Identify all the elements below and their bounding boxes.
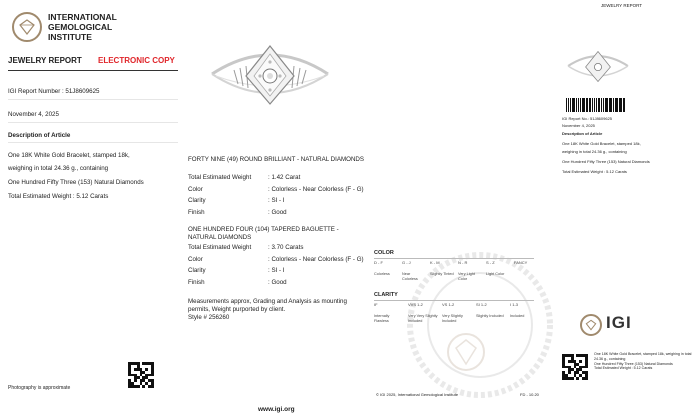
scale-code: SI 1-2 <box>476 302 487 307</box>
igi-seal-logo <box>12 12 42 42</box>
description-heading: Description of Article <box>8 132 71 139</box>
scale-code: G - J <box>402 260 411 265</box>
scale-label: Slightly Tinted <box>430 272 454 276</box>
measurement-line: permits, Weight purported by client. <box>188 305 286 313</box>
right-bottom-line: One Hundred Fifty Three (153) Natural Diamonds <box>594 361 673 366</box>
barcode-bar <box>603 98 604 112</box>
scale-label: Very Very Slightly Included <box>408 314 438 323</box>
scale-label: Included <box>510 314 525 318</box>
scale-code: S - Z <box>486 260 495 265</box>
qr-code[interactable] <box>128 362 154 388</box>
barcode-bar <box>590 98 591 112</box>
spec-value: : Colorless - Near Colorless (F - G) <box>268 255 364 263</box>
right-bottom-line: Total Estimated Weight : 5.12 Carats <box>594 366 653 371</box>
spec-label: Color <box>188 185 203 193</box>
qr-module <box>151 385 154 388</box>
measurement-line: Measurements approx, Grading and Analysis as mounting <box>188 298 347 305</box>
scale-label: Very Slightly Included <box>442 314 463 323</box>
barcode-bar <box>583 98 584 112</box>
right-bottom-description <box>594 352 700 371</box>
clarity-heading: CLARITY <box>374 292 398 298</box>
spec-label: Finish <box>188 208 205 216</box>
spec-value: : 3.70 Carats <box>268 244 304 251</box>
barcode-bar <box>592 98 593 112</box>
barcode-bar <box>609 98 610 112</box>
igi-logo-text: IGI <box>606 313 632 332</box>
barcode-bar <box>596 98 597 112</box>
description-line: One 18K White Gold Bracelet, stamped 18k, <box>8 152 130 159</box>
spec-value: : Colorless - Near Colorless (F - G) <box>268 185 364 193</box>
institute-name <box>48 12 117 42</box>
copy-type: ELECTRONIC COPY <box>98 56 175 65</box>
barcode-bar <box>594 98 595 112</box>
website-link[interactable]: www.igi.org <box>258 406 295 413</box>
report-type: JEWELRY REPORT <box>8 56 82 65</box>
barcode-bar <box>576 98 577 112</box>
description-line: weighing in total 24.36 g., containing <box>8 165 109 172</box>
qr-module <box>585 377 588 380</box>
scale-code: I 1-3 <box>510 302 519 307</box>
spec-label: Clarity <box>188 267 206 274</box>
spec-label: Total Estimated Weight <box>188 174 252 181</box>
group2-title: ONE HUNDRED FOUR (104) TAPERED BAGUETTE - NATURAL DIAMONDS <box>188 226 339 241</box>
spec-value: : Good <box>268 208 287 216</box>
barcode-bar <box>572 98 573 112</box>
barcode-bar <box>573 98 575 112</box>
scale-code: N - R <box>458 260 468 265</box>
scale-label: Near Colorless <box>402 272 418 281</box>
barcode-bar <box>615 98 616 112</box>
barcode-bar <box>610 98 612 112</box>
barcode-bar <box>605 98 606 112</box>
right-report-date: November 4, 2025 <box>562 123 595 128</box>
barcode-bar <box>598 98 600 112</box>
spec-value: : 1.42 Carat <box>268 174 301 181</box>
right-description-heading: Description of Article <box>562 131 603 136</box>
color-heading: COLOR <box>374 250 394 256</box>
group1-title: FORTY NINE (49) ROUND BRILLIANT - NATURAL DIAMONDS <box>188 156 365 163</box>
scale-label: Internally Flawless <box>374 314 390 323</box>
barcode-bar <box>578 98 579 112</box>
copyright: © IGI 2025, International Gemological Institute <box>376 392 459 397</box>
institute-name-line: GEMOLOGICAL <box>48 22 113 32</box>
scale-code: FANCY <box>514 260 528 265</box>
right-qr-code[interactable] <box>562 354 588 380</box>
spec-label: Clarity <box>188 197 206 204</box>
right-description-line: weighing in total 24.36 g., containing <box>562 149 627 154</box>
spec-value: : SI - I <box>268 267 285 274</box>
barcode <box>566 98 626 112</box>
total-weight: Total Estimated Weight : 5.12 Carats <box>8 193 109 200</box>
report-number: IGI Report Number : 51J8609625 <box>8 88 100 95</box>
spec-value: : SI - I <box>268 197 285 204</box>
barcode-bar <box>616 98 617 112</box>
right-bottom-line: 24.36 g., containing <box>594 356 626 361</box>
barcode-bar <box>613 98 614 112</box>
scale-label: Very Light Color <box>458 272 475 281</box>
scale-code: VVS 1-2 <box>408 302 423 307</box>
description-line: One Hundred Fifty Three (153) Natural Diamonds <box>8 179 144 186</box>
scale-label: Light Color <box>486 272 505 276</box>
right-total-weight: Total Estimated Weight : 5.12 Carats <box>562 169 627 174</box>
scale-code: D - F <box>374 260 383 265</box>
right-description-line: One Hundred Fifty Three (153) Natural Diamonds <box>562 159 650 164</box>
barcode-bar <box>586 98 588 112</box>
form-code: FD - 10.20 <box>520 392 539 397</box>
bracelet-photo <box>208 32 332 116</box>
institute-name-line: INSTITUTE <box>48 32 92 42</box>
institute-name-line: INTERNATIONAL <box>48 12 117 22</box>
spec-label: Total Estimated Weight <box>188 244 252 251</box>
barcode-bar <box>606 98 607 112</box>
right-description-line: One 18K White Gold Bracelet, stamped 18k, <box>562 141 641 146</box>
barcode-bar <box>589 98 590 112</box>
barcode-bar <box>582 98 583 112</box>
barcode-bar <box>624 98 625 112</box>
scale-label: Colorless <box>374 272 390 276</box>
scale-label: Slightly Included <box>476 314 504 318</box>
barcode-bar <box>601 98 602 112</box>
report-date: November 4, 2025 <box>8 111 59 118</box>
bracelet-thumbnail <box>566 44 630 88</box>
right-bottom-line: One 18K White Gold Bracelet, stamped 18k, weighing in total <box>594 352 692 356</box>
barcode-bar <box>623 98 624 112</box>
diamond-emblem <box>446 332 486 377</box>
photo-note: Photography is approximate <box>8 385 71 391</box>
scale-code: IF <box>374 302 378 307</box>
measurement-note <box>188 298 347 321</box>
scale-code: VS 1-2 <box>442 302 455 307</box>
right-report-number: IGI Report No.: 51J8609625 <box>562 116 613 121</box>
style-number: Style # 256260 <box>188 313 230 321</box>
right-igi-seal <box>580 314 602 336</box>
scale-code: K - M <box>430 260 440 265</box>
barcode-bar <box>619 98 620 112</box>
barcode-bar <box>570 98 571 112</box>
top-right-label: JEWELRY REPORT <box>601 3 643 8</box>
barcode-bar <box>568 98 569 112</box>
barcode-bar <box>566 98 567 112</box>
spec-value: : Good <box>268 278 287 286</box>
barcode-bar <box>580 98 581 112</box>
spec-label: Finish <box>188 278 205 286</box>
spec-label: Color <box>188 255 203 263</box>
barcode-bar <box>620 98 621 112</box>
